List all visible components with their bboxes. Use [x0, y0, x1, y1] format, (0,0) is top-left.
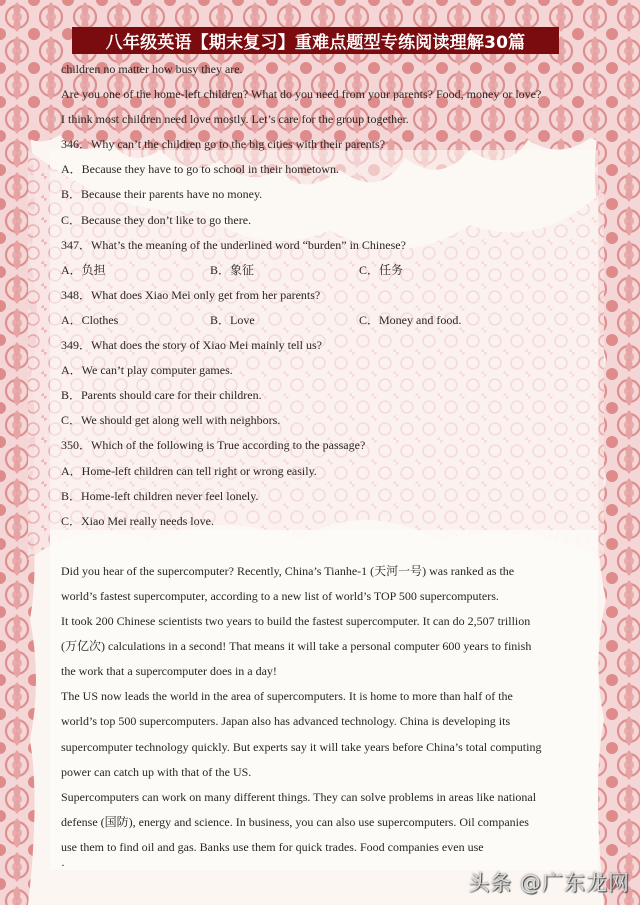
question-346-option-c: C．Because they don’t like to go there.: [61, 212, 252, 227]
passage-b-line: use them to find oil and gas. Banks use them for quick trades. Food companies even use: [61, 839, 484, 854]
passage-b-line: The US now leads the world in the area of supercomputers. It is home to more than half of the: [61, 689, 513, 704]
question-348-stem: 348．What does Xiao Mei only get from her parents?: [61, 287, 321, 302]
passage-b-line: Did you hear of the supercomputer? Recently, China’s Tianhe-1 (天河一号) was ranked as the: [61, 563, 515, 578]
passage-b-line: power can catch up with that of the US.: [61, 764, 252, 779]
question-347-option-c: C．任务: [359, 262, 404, 277]
question-347-option-a: A．负担: [61, 262, 106, 277]
passage-b-line: world’s fastest supercomputer, according to a new list of world’s TOP 500 supercomputers.: [61, 588, 499, 603]
document-body: [61, 57, 591, 860]
passage-b-line: Supercomputers can work on many different things. They can solve problems in areas like national: [61, 789, 537, 804]
question-350-option-c: C．Xiao Mei really needs love.: [61, 513, 214, 528]
passage-b-line: supercomputer technology quickly. But experts say it will take years before China’s total computing: [61, 739, 542, 754]
page-title: 八年级英语【期末复习】重难点题型专练阅读理解30篇: [105, 33, 526, 53]
question-349-option-c: C．We should get along well with neighbors.: [61, 413, 281, 428]
passage-a-line: I think most children need love mostly. Let’s care for the group together.: [61, 112, 409, 127]
question-348-options: [61, 308, 591, 333]
trailing-dot: ·: [61, 858, 65, 872]
question-349-stem: 349．What does the story of Xiao Mei mainly tell us?: [61, 338, 322, 353]
title-banner: [72, 27, 559, 54]
question-347-options: [61, 258, 591, 283]
question-347-stem: 347．What’s the meaning of the underlined word “burden” in Chinese?: [61, 237, 406, 252]
question-346-option-a: A．Because they have to go to school in their hometown.: [61, 162, 339, 177]
passage-a-line: Are you one of the home-left children? What do you need from your parents? Food, money or love?: [61, 87, 542, 102]
passage-b-line: defense (国防), energy and science. In business, you can also use supercomputers. Oil companies: [61, 814, 529, 829]
question-348-option-b: B．Love: [210, 312, 255, 327]
section-spacer: [61, 534, 591, 559]
question-350-option-b: B．Home-left children never feel lonely.: [61, 488, 259, 503]
question-349-option-a: A．We can’t play computer games.: [61, 363, 233, 378]
passage-b-line: the work that a supercomputer does in a day!: [61, 664, 277, 679]
question-349-option-b: B．Parents should care for their children.: [61, 388, 262, 403]
question-348-option-c: C．Money and food.: [359, 312, 462, 327]
passage-b-line: (万亿次) calculations in a second! That means it will take a personal computer 600 years to finish: [61, 639, 532, 654]
question-347-option-b: B．象征: [210, 262, 255, 277]
question-348-option-a: A．Clothes: [61, 312, 119, 327]
question-346-stem: 346．Why can’t the children go to the big cities with their parents?: [61, 137, 386, 152]
passage-b-line: It took 200 Chinese scientists two years to build the fastest supercomputer. It can do 2,507 trillion: [61, 614, 531, 629]
watermark: 头条 @广东龙网: [468, 871, 630, 895]
passage-a-line: children no matter how busy they are.: [61, 62, 243, 76]
passage-b-line: world’s top 500 supercomputers. Japan also has advanced technology. China is developing its: [61, 714, 511, 729]
question-350-option-a: A．Home-left children can tell right or wrong easily.: [61, 463, 317, 478]
question-350-stem: 350．Which of the following is True according to the passage?: [61, 438, 366, 453]
question-346-option-b: B．Because their parents have no money.: [61, 187, 263, 202]
